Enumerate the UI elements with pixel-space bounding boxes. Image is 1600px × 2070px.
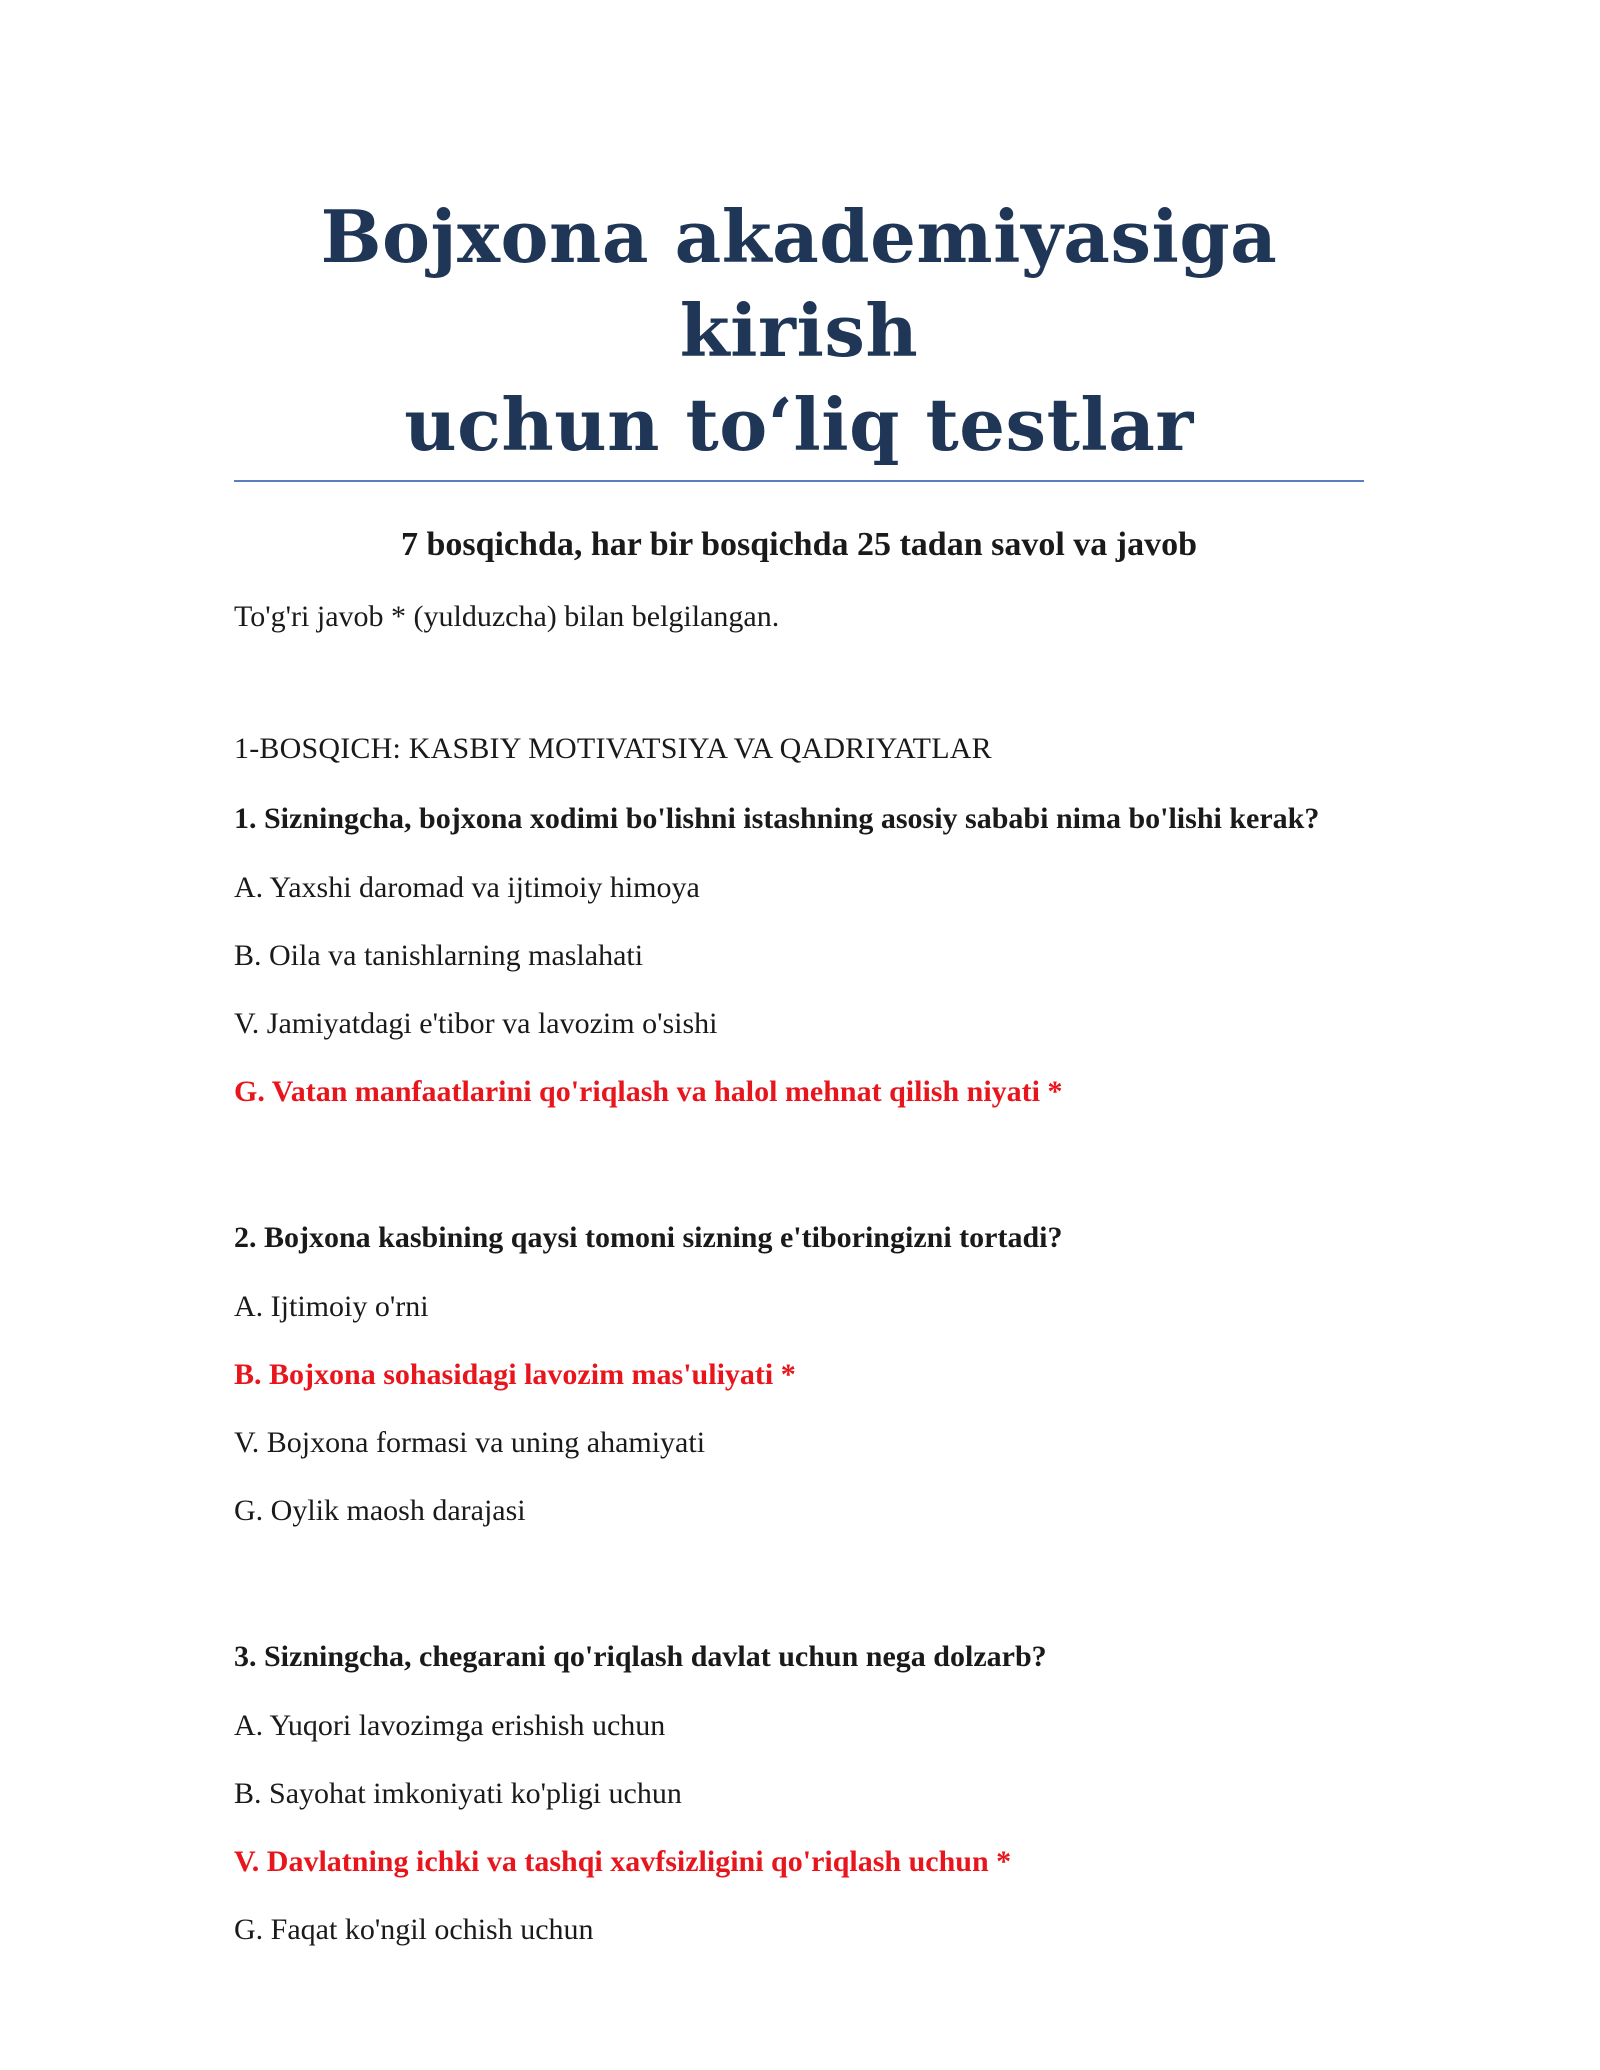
document-subtitle: 7 bosqichda, har bir bosqichda 25 tadan savol va javob [400,526,1198,563]
answer-key-note: To'g'ri javob * (yulduzcha) bilan belgilangan. [234,600,780,633]
question-block-3 [234,1636,1364,1949]
document-title [234,190,1364,472]
document-page [234,190,1364,1949]
title-divider [234,480,1364,482]
document-title-line-2: uchun to‘liq testlar [404,382,1194,467]
answer-option: A. Yaxshi daromad va ijtimoiy himoya [234,871,700,904]
document-title-line-1: Bojxona akademiyasiga kirish [320,194,1278,373]
answer-option: B. Sayohat imkoniyati ko'pligi uchun [234,1777,682,1810]
correct-answer-option: V. Davlatning ichki va tashqi xavfsizligini qo'riqlash uchun * [234,1845,1012,1878]
answer-option: A. Yuqori lavozimga erishish uchun [234,1709,666,1742]
question-block-2 [234,1217,1364,1530]
answer-option: A. Ijtimoiy o'rni [234,1290,429,1323]
answer-option: V. Bojxona formasi va uning ahamiyati [234,1426,706,1459]
section-heading: 1-BOSQICH: KASBIY MOTIVATSIYA VA QADRIYATLAR [234,732,992,765]
correct-answer-option: B. Bojxona sohasidagi lavozim mas'uliyati * [234,1358,796,1391]
question-block-1 [234,798,1364,1111]
question-text: 3. Sizningcha, chegarani qo'riqlash davlat uchun nega dolzarb? [234,1640,1047,1673]
answer-option: G. Oylik maosh darajasi [234,1494,526,1527]
correct-answer-option: G. Vatan manfaatlarini qo'riqlash va halol mehnat qilish niyati * [234,1075,1063,1108]
question-text: 1. Sizningcha, bojxona xodimi bo'lishni istashning asosiy sababi nima bo'lishi kerak? [234,802,1320,835]
answer-option: B. Oila va tanishlarning maslahati [234,939,644,972]
answer-option: G. Faqat ko'ngil ochish uchun [234,1913,594,1946]
question-text: 2. Bojxona kasbining qaysi tomoni sizning e'tiboringizni tortadi? [234,1221,1063,1254]
answer-option: V. Jamiyatdagi e'tibor va lavozim o'sishi [234,1007,718,1040]
